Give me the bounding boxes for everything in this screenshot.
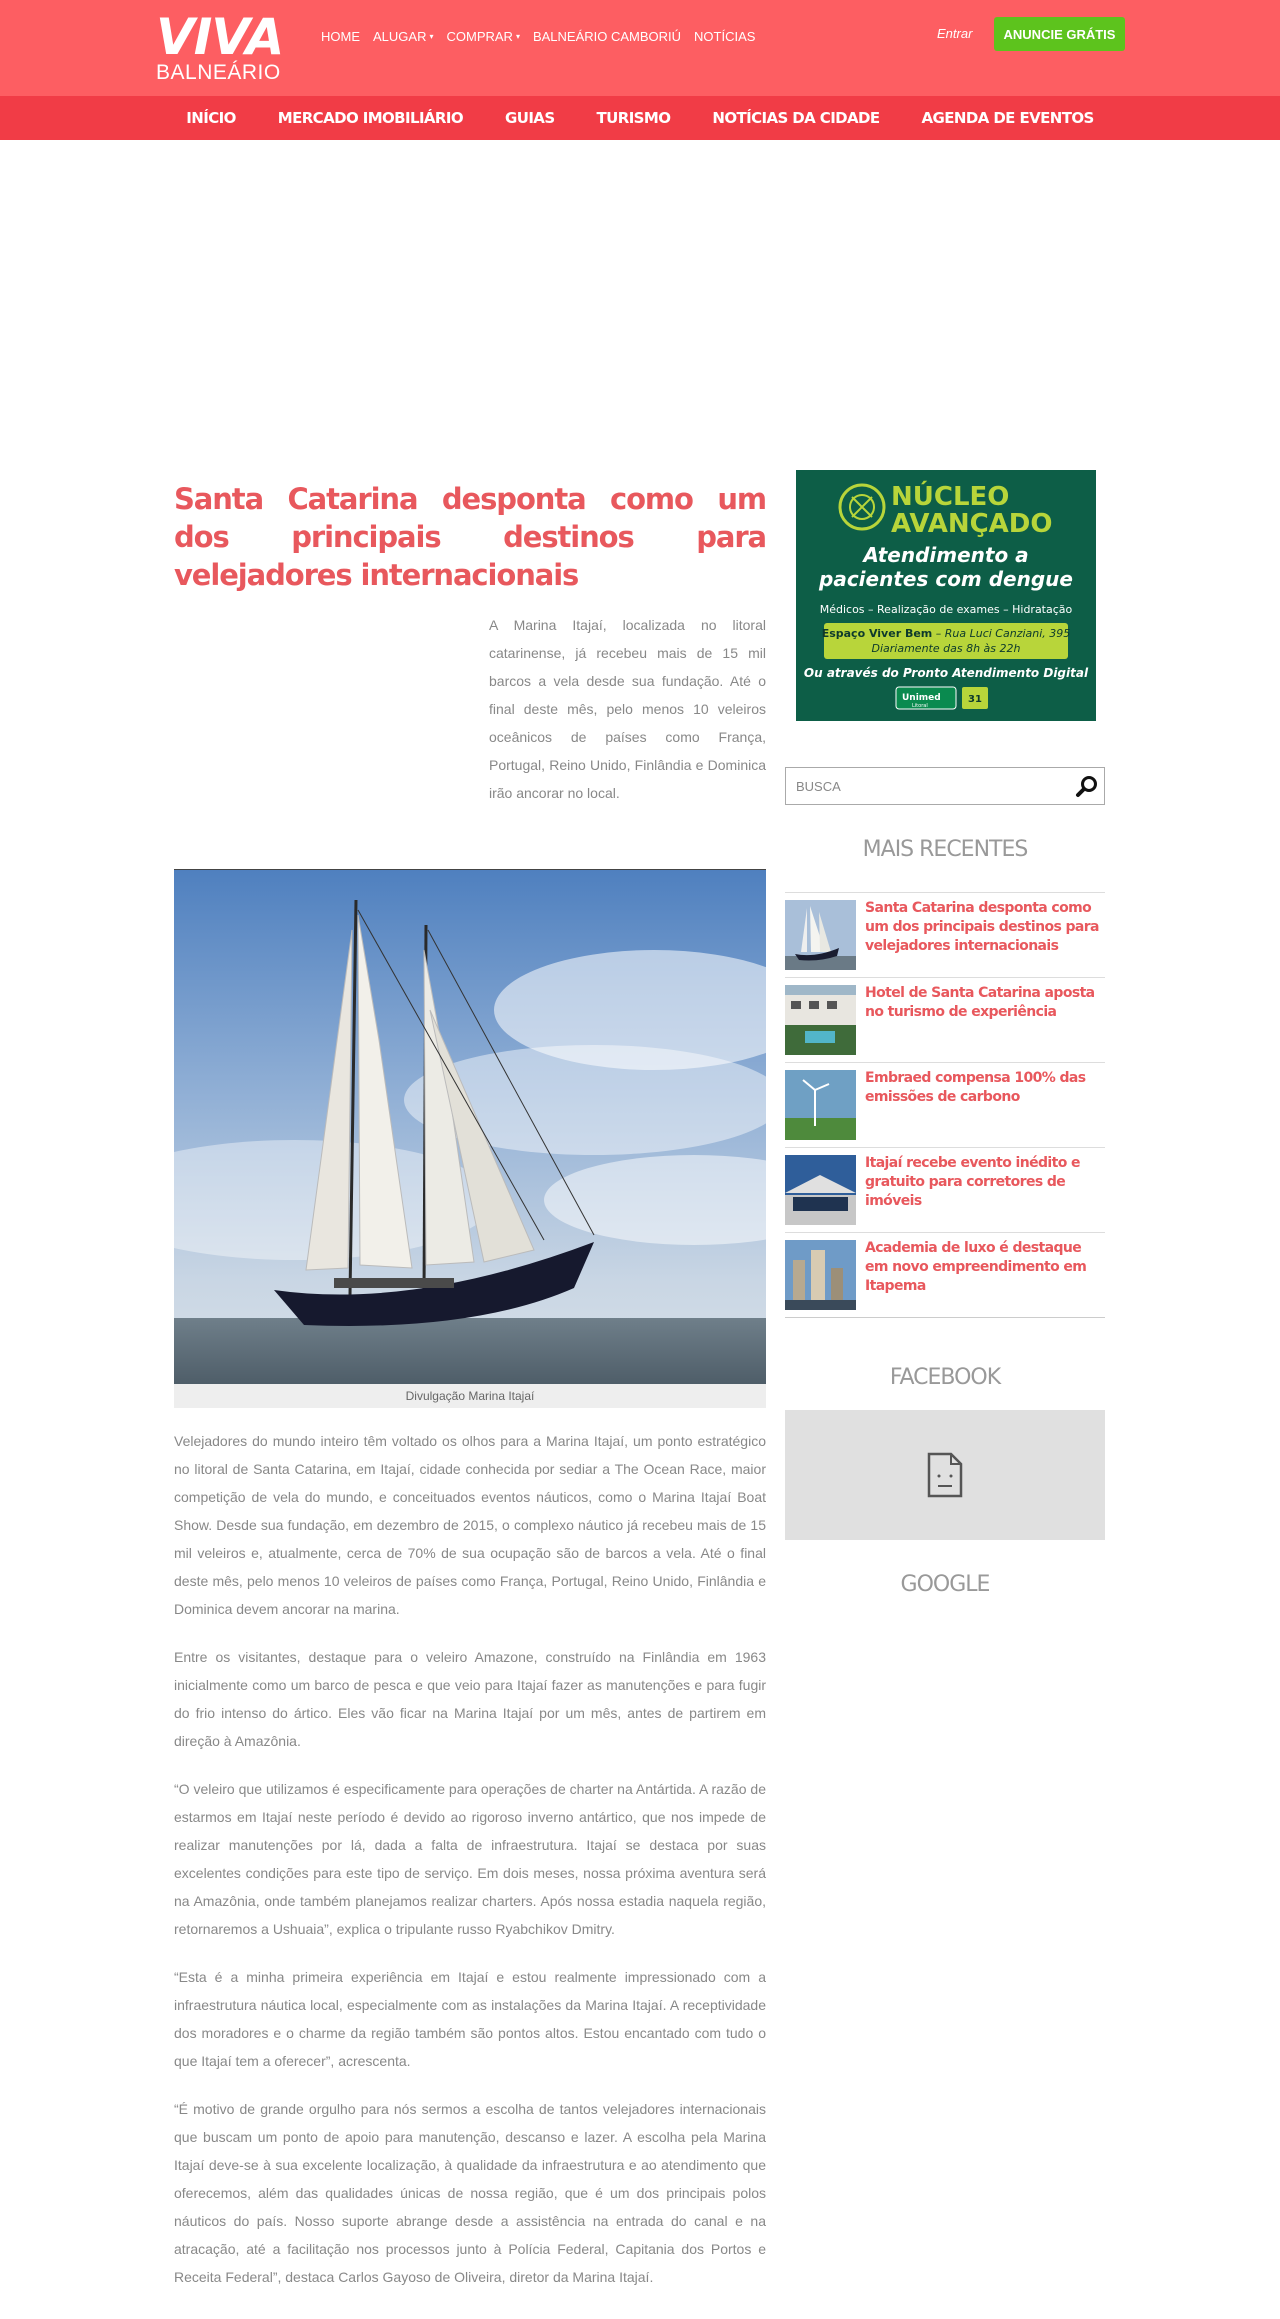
search-icon[interactable] <box>1074 774 1100 800</box>
photo-caption: Divulgação Marina Itajaí <box>174 1384 766 1408</box>
recent-title[interactable]: Santa Catarina desponta como um dos principais destinos para velejadores internacionais <box>865 900 1099 954</box>
ad-banner-graphic <box>796 470 1096 721</box>
banner-title-1: NÚCLEO <box>891 482 1010 512</box>
banner-subtitle-2: pacientes com dengue <box>819 567 1073 591</box>
list-item[interactable] <box>785 1232 1105 1317</box>
recent-title[interactable]: Itajaí recebe evento inédito e gratuito para corretores de imóveis <box>865 1155 1080 1209</box>
top-nav-noticias[interactable]: NOTÍCIAS <box>694 29 756 44</box>
main-nav <box>0 96 1280 140</box>
broken-page-icon <box>909 1452 981 1498</box>
recent-thumb-event[interactable] <box>785 1155 856 1225</box>
search-input[interactable] <box>796 768 1056 804</box>
advertise-free-button[interactable]: ANUNCIE GRÁTIS <box>994 17 1125 51</box>
banner-subtitle-1: Atendimento a <box>863 543 1029 567</box>
top-nav <box>321 29 768 44</box>
list-item[interactable] <box>785 977 1105 1062</box>
logo-text-viva: VIVA <box>156 8 284 66</box>
main-nav-mercado[interactable]: MERCADO IMOBILIÁRIO <box>277 109 464 127</box>
chevron-down-icon: ▾ <box>429 32 434 41</box>
recent-title[interactable]: Academia de luxo é destaque em novo empreendimento em Itapema <box>865 1240 1087 1294</box>
recent-thumb-sailboat[interactable] <box>785 900 856 970</box>
banner-services: Médicos – Realização de exames – Hidratação <box>819 603 1073 616</box>
logo-text-balneario: BALNEÁRIO <box>156 61 281 84</box>
banner-brand: Unimed <box>902 693 941 703</box>
top-nav-comprar[interactable]: COMPRAR ▾ <box>446 29 520 44</box>
list-item[interactable] <box>785 892 1105 977</box>
article-paragraph: “O veleiro que utilizamos é especificamente para operações de charter na Antártida. A razão de estarmos em Itajaí neste período é devido ao rigoroso inverno antártico, que nos impede de realizar manutenções por lá, dada a falta de infraestrutura. Itajaí se destaca por suas excelentes condições para este tipo de serviço. Em dois meses, nossa próxima aventura será na Amazônia, onde também planejamos realizar charters. Após nossa estadia naquela região, retornaremos a Ushuaia”, explica o tripulante russo Ryabchikov Dmitry. <box>174 1781 766 1937</box>
chevron-down-icon: ▾ <box>515 32 520 41</box>
recent-posts-list <box>785 892 1105 1318</box>
article-paragraph: Velejadores do mundo inteiro têm voltado os olhos para a Marina Itajaí, um ponto estratégico no litoral de Santa Catarina, em Itajaí, cidade conhecida por sediar a The Ocean Race, maior competição de vela do mundo, e conceituados eventos náuticos, como o Marina Itajaí Boat Show. Desde sua fundação, em dezembro de 2015, o complexo náutico já recebeu mais de 15 mil veleiros e, atualmente, cerca de 70% de sua ocupação são de barcos a vela. Até o final deste mês, pelo menos 10 veleiros de países como França, Portugal, Reino Unido, Finlândia e Dominica devem ancorar na marina. <box>174 1433 766 1617</box>
banner-badge: 31 <box>968 694 982 705</box>
recent-thumb-hotel[interactable] <box>785 985 856 1055</box>
site-logo[interactable] <box>156 8 284 84</box>
top-nav-balneario[interactable]: BALNEÁRIO CAMBORIÚ <box>532 29 682 44</box>
top-nav-home[interactable]: HOME <box>321 29 360 44</box>
recent-thumb-windmill[interactable] <box>785 1070 856 1140</box>
search-box <box>785 767 1105 805</box>
sailboat-photo <box>174 870 766 1384</box>
article-paragraph: “Esta é a minha primeira experiência em Itajaí e estou realmente impressionado com a infraestrutura náutica local, especialmente com as instalações da Marina Itajaí. A receptividade dos moradores e o charme da região também são pontos altos. Estou encantado com tudo o que Itajaí tem a oferecer”, acrescenta. <box>174 1969 766 2069</box>
google-heading: GOOGLE <box>900 1572 990 1597</box>
top-nav-alugar[interactable]: ALUGAR ▾ <box>373 29 434 44</box>
article-title: Santa Catarina desponta como um dos principais destinos para velejadores internacionais <box>174 482 766 592</box>
main-nav-guias[interactable]: GUIAS <box>505 109 555 127</box>
banner-footer: Ou através do Pronto Atendimento Digital <box>803 666 1089 680</box>
ad-banner-unimed[interactable] <box>796 470 1096 721</box>
article-paragraph: “É motivo de grande orgulho para nós sermos a escolha de tantos velejadores internacionais que buscam um ponto de apoio para manutenção, descanso e lazer. A escolha pela Marina Itajaí deve-se à sua excelente localização, à qualidade da infraestrutura e ao atendimento que oferecemos, além das qualidades únicas de nossa região, que é um dos principais polos náuticos do país. Nosso suporte abrange desde a assistência na entrada do canal e na atracação, até a facilitação nos processos junto à Polícia Federal, Capitania dos Portos e Receita Federal”, destaca Carlos Gayoso de Oliveira, diretor da Marina Itajaí. <box>174 2101 766 2285</box>
banner-brand-sub: Litoral <box>912 703 928 709</box>
banner-title-2: AVANÇADO <box>891 509 1053 539</box>
article-lead: A Marina Itajaí, localizada no litoral catarinense, já recebeu mais de 15 mil barcos a vela desde sua fundação. Até o final deste mês, pelo menos 10 veleiros oceânicos de países como França, Portugal, Reino Unido, Finlândia e Dominica irão ancorar no local. <box>489 617 766 801</box>
top-header <box>0 0 1280 96</box>
recent-title[interactable]: Embraed compensa 100% das emissões de carbono <box>865 1070 1086 1105</box>
article-paragraph: Entre os visitantes, destaque para o veleiro Amazone, construído na Finlândia em 1963 inicialmente como um barco de pesca e que veio para Itajaí fazer as manutenções e para fugir do frio intenso do ártico. Eles vão ficar na Marina Itajaí por um mês, antes de partirem em direção à Amazônia. <box>174 1649 766 1749</box>
main-nav-inicio[interactable]: INÍCIO <box>186 109 236 127</box>
recent-title[interactable]: Hotel de Santa Catarina aposta no turismo de experiência <box>865 985 1095 1020</box>
recent-heading: MAIS RECENTES <box>862 837 1028 862</box>
login-link[interactable]: Entrar <box>937 26 973 41</box>
list-item[interactable] <box>785 1147 1105 1232</box>
banner-place: Espaço Viver Bem – Rua Luci Canziani, 395 <box>821 627 1071 640</box>
facebook-widget-placeholder <box>785 1410 1105 1540</box>
main-nav-noticias-cidade[interactable]: NOTÍCIAS DA CIDADE <box>712 109 880 127</box>
facebook-heading: FACEBOOK <box>889 1365 1001 1390</box>
banner-hours: Diariamente das 8h às 22h <box>871 642 1021 655</box>
list-item[interactable] <box>785 1062 1105 1147</box>
recent-thumb-building[interactable] <box>785 1240 856 1310</box>
main-nav-turismo[interactable]: TURISMO <box>596 109 671 127</box>
article-body <box>174 1427 766 2311</box>
article-photo <box>174 869 766 1384</box>
main-nav-agenda[interactable]: AGENDA DE EVENTOS <box>921 109 1094 127</box>
